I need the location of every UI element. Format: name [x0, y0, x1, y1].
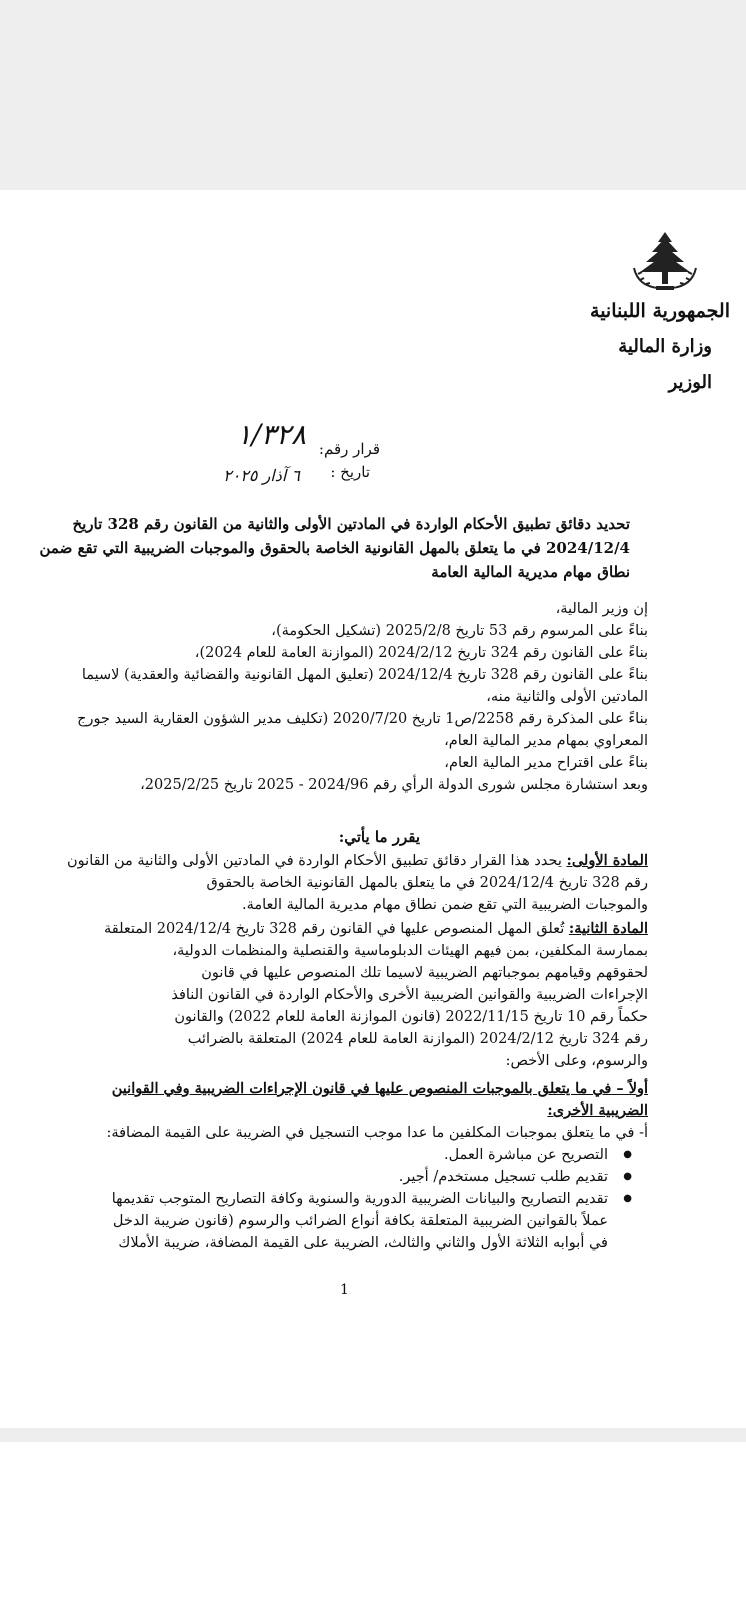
- article-1-line: يحدد هذا القرار دقائق تطبيق الأحكام الواردة في المادتين الأولى والثانية من القانون: [67, 853, 562, 869]
- continuation-line: عملاً بالقوانين الضريبية المتعلقة بكافة أنواع الضرائب والرسوم (قانون ضريبة الدخل: [112, 1213, 608, 1229]
- article-1-label: المادة الأولى:: [566, 852, 648, 869]
- article-2-label: المادة الثانية:: [568, 920, 648, 937]
- preamble-line: بناءً على القانون رقم 328 تاريخ 2024/12/4 (تعليق المهل القانونية والقضائية والعقدية) لاسيما: [81, 667, 648, 683]
- article-1-line: والموجبات الضريبية التي تقع ضمن نطاق مهام مديرية المالية العامة.: [241, 897, 648, 913]
- top-margin-band: [0, 0, 746, 190]
- article-2-line: الإجراءات الضريبية والقوانين الضريبية الأخرى والأحكام الواردة في القانون النافذ: [171, 987, 648, 1003]
- article-2-line: تُعلق المهل المنصوص عليها في القانون رقم 328 تاريخ 2024/12/4 المتعلقة: [104, 921, 565, 937]
- title-line: 2024/12/4 في ما يتعلق بالمهل القانونية الخاصة بالحقوق والموجبات الضريبية التي تقع ضمن: [39, 539, 630, 557]
- preamble: [77, 598, 648, 796]
- preamble-line: إن وزير المالية،: [555, 601, 648, 617]
- republic-name: الجمهورية اللبنانية: [590, 300, 730, 322]
- article-1: [40, 850, 648, 916]
- article-2-line: بممارسة المكلفين، بمن فيهم الهيئات الدبلوماسية والقنصلية والمنظمات الدولية،: [172, 943, 648, 959]
- page-number: 1: [340, 1282, 349, 1298]
- ministry-name: وزارة المالية: [618, 336, 712, 357]
- preamble-line: المادتين الأولى والثانية منه،: [486, 689, 648, 705]
- article-2-line: والرسوم، وعلى الأخص:: [505, 1053, 648, 1069]
- list-item: ● التصريح عن مباشرة العمل.: [40, 1144, 632, 1166]
- decision-title: [30, 512, 630, 584]
- decision-date-value: ٦ آذار ٢٠٢٥: [223, 466, 300, 485]
- preamble-line: المعراوي بمهام مدير المالية العام،: [444, 733, 648, 749]
- decision-date-label: تاريخ :: [330, 463, 370, 481]
- article-2-line: حكماً رقم 10 تاريخ 2022/11/15 (قانون الموازنة العامة للعام 2022) والقانون: [174, 1009, 648, 1025]
- bottom-margin-band: [0, 1428, 746, 1442]
- section-1-heading: أولاً – في ما يتعلق بالموجبات المنصوص عليها في قانون الإجراءات الضريبية وفي القوانين: [111, 1080, 648, 1097]
- preamble-line: بناءً على القانون رقم 324 تاريخ 2024/2/12 (الموازنة العامة للعام 2024)،: [194, 645, 648, 661]
- list-item: ● تقديم طلب تسجيل مستخدم/ أجير.: [40, 1166, 632, 1188]
- article-2-line: رقم 324 تاريخ 2024/2/12 (الموازنة العامة للعام 2024) المتعلقة بالضرائب: [187, 1031, 648, 1047]
- title-line: نطاق مهام مديرية المالية العامة: [431, 563, 630, 581]
- article-1-line: رقم 328 تاريخ 2024/12/4 في ما يتعلق بالمهل القانونية الخاصة بالحقوق: [206, 875, 648, 891]
- article-2-line: لحقوقهم وقيامهم بموجباتهم الضريبية لاسيما تلك المنصوص عليها في قانون: [201, 965, 648, 981]
- preamble-line: بناءً على المرسوم رقم 53 تاريخ 2025/2/8 (تشكيل الحكومة)،: [271, 623, 648, 639]
- decides-heading: يقرر ما يأتي:: [338, 828, 420, 846]
- preamble-line: بناءً على اقتراح مدير المالية العام،: [444, 755, 648, 771]
- decision-number-label: قرار رقم:: [318, 440, 380, 458]
- section-1-item-a: أ- في ما يتعلق بموجبات المكلفين ما عدا موجب التسجيل في الضريبة على القيمة المضافة:: [106, 1125, 648, 1141]
- title-line: تحديد دقائق تطبيق الأحكام الواردة في المادتين الأولى والثانية من القانون رقم 328 تاريخ: [72, 515, 630, 533]
- preamble-line: بناءً على المذكرة رقم 2258/ص1 تاريخ 2020/7/20 (تكليف مدير الشؤون العقارية السيد جورج: [77, 711, 648, 727]
- article-2: [40, 918, 648, 1072]
- continuation-line: في أبوابه الثلاثة الأول والثاني والثالث، الضريبة على القيمة المضافة، ضريبة الأملاك: [118, 1235, 608, 1251]
- section-1-heading: الضريبية الأخرى:: [547, 1102, 648, 1119]
- section-1-bullets: [40, 1144, 632, 1210]
- office-name: الوزير: [668, 372, 712, 393]
- decision-number-value: ١/٣٢٨: [236, 418, 306, 451]
- list-item: ● تقديم التصاريح والبيانات الضريبية الدورية والسنوية وكافة التصاريح المتوجب تقديمها: [40, 1188, 632, 1210]
- section-1: [40, 1078, 648, 1254]
- preamble-line: وبعد استشارة مجلس شورى الدولة الرأي رقم 2024/96 - 2025 تاريخ 2025/2/25،: [140, 777, 648, 793]
- cedar-emblem-icon: [628, 228, 702, 296]
